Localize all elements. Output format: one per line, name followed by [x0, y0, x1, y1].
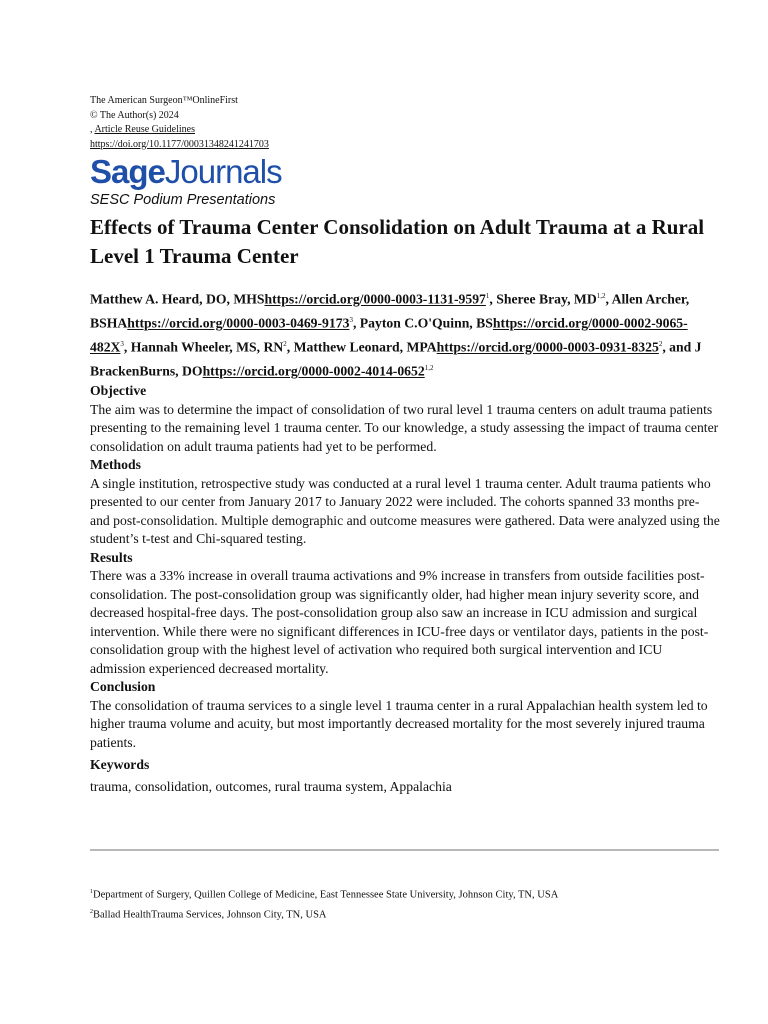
author-name: Matthew A. Heard, DO, MHS	[90, 291, 265, 307]
section-text-objective: The aim was to determine the impact of consolidation of two rural level 1 trauma centers on adult trauma patients presenting to the remaining level 1 trauma center. To our knowledge, a study assessing the impact of trauma center consolidation on adult trauma patients had yet to be performed.	[90, 401, 719, 454]
affiliation-item	[90, 884, 558, 904]
orcid-link[interactable]: https://orcid.org/0000-0003-0469-9173	[127, 315, 350, 331]
article	[90, 94, 720, 796]
author-name: Sheree Bray, MD	[496, 291, 597, 307]
section-heading-conclusion: Conclusion	[90, 679, 156, 695]
orcid-link[interactable]: https://orcid.org/0000-0002-4014-0652	[202, 363, 425, 379]
sage-journals-logo	[90, 154, 720, 190]
section-text-results: There was a 33% increase in overall trauma activations and 9% increase in transfers from outside facilities post-consolidation. The post-consolidation group was significantly older, had higher mean injury severity score, and decreased hospital-free days. The post-consolidation group also saw an increase in ICU admission and surgical intervention. While there were no significant differences in ICU-free days or ventilator days, patients in the post-consolidation group with the highest level of activation who required both surgical intervention and ICU admission experienced decreased mortality.	[90, 568, 709, 676]
logo-brand: Sage	[90, 153, 165, 190]
affiliation-marker: 2	[90, 908, 93, 915]
section-heading-methods: Methods	[90, 457, 141, 473]
affiliation-marker: 2	[283, 340, 287, 349]
section-text-conclusion: The consolidation of trauma services to a single level 1 trauma center in a rural Appalachian health system led to higher trauma volume and acuity, but most importantly decreased mortality for the most severely injured trauma patients.	[90, 697, 708, 750]
affiliation-marker: 2	[658, 340, 663, 349]
affiliation-marker: 1,2	[596, 292, 606, 300]
author-name: Payton C.O'Quinn, BS	[359, 315, 493, 331]
section-text-methods: A single institution, retrospective study was conducted at a rural level 1 trauma center. Adult trauma patients who presented to our center from January 2017 to January 2022 were included. The cohorts spanned 33 months pre- and post-consolidation. Multiple demographic and outcome measures were gathered. Data were analyzed using the student’s t-test and Chi-squared testing.	[90, 475, 720, 547]
affiliations	[90, 884, 558, 923]
affiliation-marker: 1,2	[424, 364, 434, 373]
orcid-link[interactable]: https://orcid.org/0000-0002-9065-482X	[90, 315, 688, 355]
doi-link[interactable]: https://doi.org/10.1177/00031348241241703	[90, 138, 269, 150]
authors-and: and	[669, 339, 692, 355]
section-heading-results: Results	[90, 549, 133, 565]
affiliation-item	[90, 904, 558, 924]
affiliation-marker: 1	[485, 292, 490, 300]
affiliation-text: Department of Surgery, Quillen College of Medicine, East Tennessee State University, Johnson City, TN, USA	[93, 889, 559, 901]
orcid-link[interactable]: https://orcid.org/0000-0003-0931-8325	[436, 339, 659, 355]
footnote-divider	[90, 849, 719, 851]
reuse-prefix: ,	[90, 124, 95, 135]
article-title: Effects of Trauma Center Consolidation on Adult Trauma at a Rural Level 1 Trauma Center	[90, 215, 705, 268]
reuse-line	[90, 123, 720, 138]
affiliation-text: Ballad HealthTrauma Services, Johnson City, TN, USA	[93, 909, 327, 920]
keywords-heading: Keywords	[90, 757, 150, 773]
author-name: Hannah Wheeler, MS, RN	[130, 339, 284, 355]
section-heading-objective: Objective	[90, 383, 147, 399]
author-name: Matthew Leonard, MPA	[293, 339, 437, 355]
section-label: SESC Podium Presentations	[90, 192, 276, 208]
article-reuse-link[interactable]: Article Reuse Guidelines	[94, 124, 195, 135]
author-name: Allen Archer, BSHA	[90, 291, 690, 331]
affiliation-marker: 1	[90, 889, 93, 895]
journal-line: The American Surgeon™OnlineFirst	[90, 95, 238, 106]
copyright-line: © The Author(s) 2024	[90, 109, 179, 121]
abstract	[90, 382, 720, 796]
affiliation-marker: 3	[349, 316, 353, 325]
keywords-text: trauma, consolidation, outcomes, rural trauma system, Appalachia	[90, 778, 452, 794]
logo-product: Journals	[164, 153, 282, 190]
affiliation-marker: 3	[120, 340, 124, 349]
author-name: J BrackenBurns, DO	[90, 339, 702, 379]
orcid-link[interactable]: https://orcid.org/0000-0003-1131-9597	[264, 291, 486, 307]
author-list: Matthew A. Heard, DO, MHShttps://orcid.org/0000-0003-1131-9597$^1$, Sheree Bray, MD$^{1,2}$, Allen Archer, BSHAhttps://orcid.org/0000-0003-0469-9173$^3$, Payton C.O'Quinn, $BShttps://orcid.org/0000-0002-9065-482X^3$, Hannah Wheeler, MS, $RN^2$, Matthew Leonard, MPAhttps://orcid.org/0000-0003-0931-8325$^2$, and J BrackenBurns, DOhttps://orcid.org/0000-0002-4014-0652$^{1,2}$	[90, 291, 702, 379]
article-meta	[90, 94, 720, 152]
